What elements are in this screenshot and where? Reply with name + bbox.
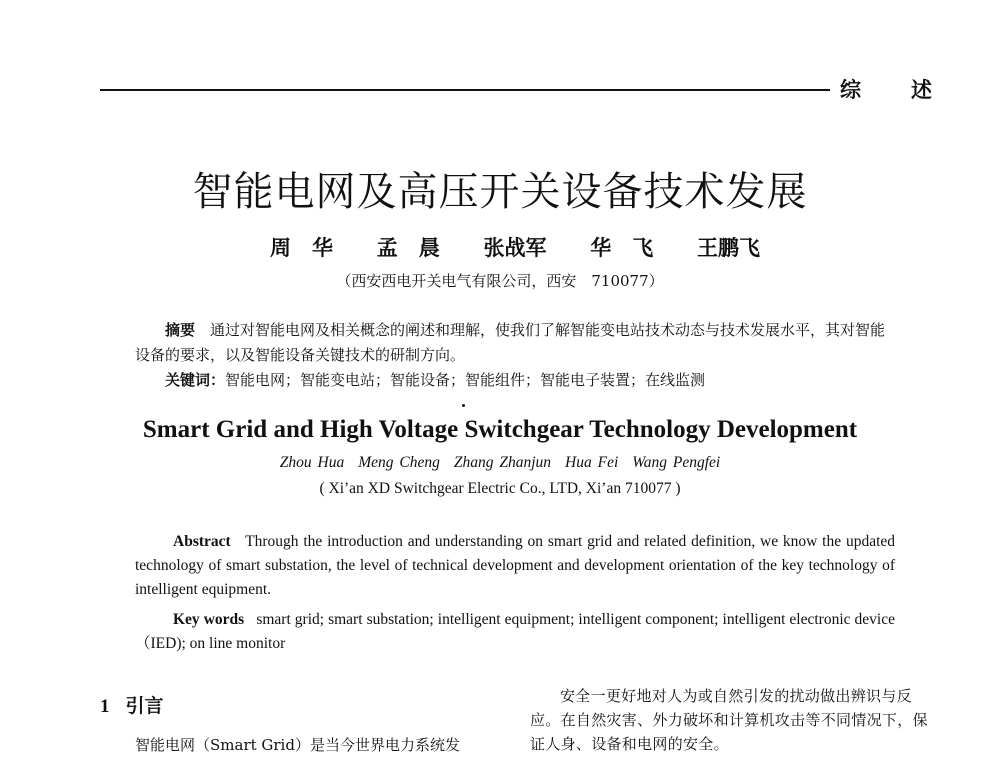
- abstract-en-label: Abstract: [173, 533, 231, 550]
- abstract-en: [135, 530, 895, 602]
- author-cn-4: 华 飞: [590, 235, 654, 260]
- author-cn-3: 张战军: [483, 235, 547, 260]
- section-title: 引言: [125, 695, 164, 717]
- affiliation-cn: （西安西电开关电气有限公司，西安 710077）: [336, 272, 664, 290]
- author-en-3: Zhang Zhanjun: [453, 454, 552, 471]
- author-en-5: Wang Pengfei: [632, 454, 721, 471]
- keywords-en-label: Key words: [173, 611, 245, 628]
- section-label-char-2: 述: [911, 78, 932, 102]
- author-en-2: Meng Cheng: [358, 454, 440, 471]
- authors-cn: [270, 232, 760, 262]
- author-en-4: Hua Fei: [565, 454, 619, 471]
- affiliation-en: ( Xi’an XD Switchgear Electric Co., LTD, Xi’an 710077 ): [319, 480, 681, 497]
- abstract-cn: [135, 318, 895, 368]
- keywords-en: [135, 608, 895, 656]
- author-cn-1: 周 华: [270, 235, 333, 260]
- paper-title-en: Smart Grid and High Voltage Switchgear Technology Development: [142, 416, 858, 443]
- stray-dot-mark: [462, 404, 465, 407]
- author-cn-5: 王鹏飞: [697, 235, 760, 260]
- abstract-cn-text: 通过对智能电网及相关概念的阐述和理解，使我们了解智能变电站技术动态与技术发展水平，其对智能设备的要求，以及智能设备关键技术的研制方向。: [135, 321, 886, 364]
- abstract-en-text: Through the introduction and understanding on smart grid and related definition, we know the updated technology of smart substation, the level of technical development and development orientation of the key technology of intelligent equipment.: [135, 533, 896, 598]
- paper-title-cn: 智能电网及高压开关设备技术发展: [192, 169, 808, 215]
- abstract-cn-label: 摘要: [165, 321, 196, 339]
- section-heading-1: [100, 691, 164, 718]
- keywords-cn: [165, 369, 895, 390]
- header-rule: [100, 89, 830, 91]
- author-en-1: Zhou Hua: [279, 454, 345, 471]
- body-text-left-column: 智能电网（Smart Grid）是当今世界电力系统发: [135, 736, 460, 754]
- keywords-en-text: smart grid; smart substation; intelligent equipment; intelligent component; intelligent electronic device（IED); on line monitor: [135, 611, 895, 652]
- section-label-char-1: 综: [840, 78, 861, 102]
- section-label: [840, 74, 932, 104]
- body-text-right-column: 安全一更好地对人为或自然引发的扰动做出辨识与反应。在自然灾害、外力破坏和计算机攻击等不同情况下，保证人身、设备和电网的安全。: [530, 687, 928, 753]
- keywords-cn-text: 智能电网；智能变电站；智能设备；智能组件；智能电子装置；在线监测: [225, 371, 706, 389]
- section-number: 1: [100, 696, 110, 717]
- author-cn-2: 孟 晨: [376, 235, 440, 260]
- keywords-cn-label: 关键词：: [165, 371, 226, 389]
- authors-en: [0, 454, 1000, 472]
